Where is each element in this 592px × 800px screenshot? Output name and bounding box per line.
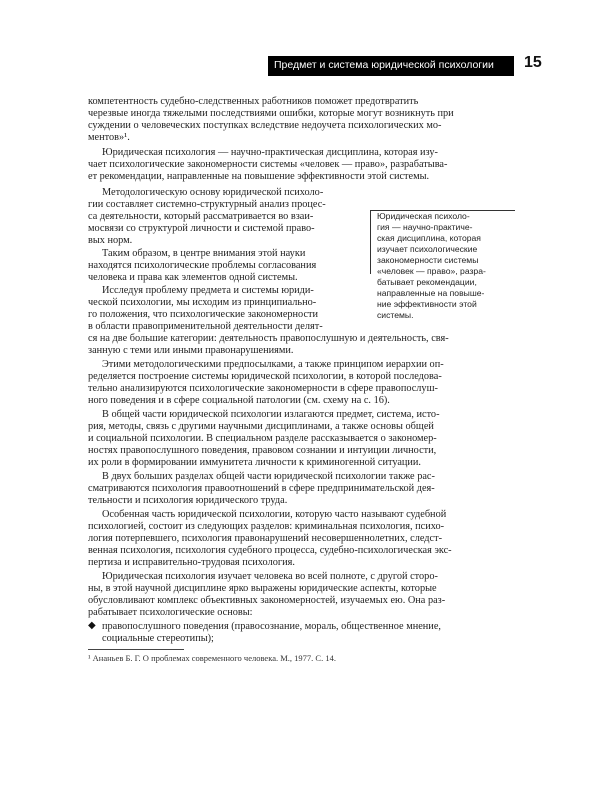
body-line: го положения, что психологические закономерности (88, 309, 319, 320)
body-line: рия, методы, связь с другими научными дисциплинами, а также основы общей (88, 421, 434, 432)
sidebar-line: Юридическая психоло- (377, 211, 470, 221)
body-line: ностях правопослушного поведения, правовом сознании и интуиции личности, (88, 445, 437, 456)
body-line: са деятельности, который рассматривается во взаи- (88, 211, 314, 222)
body-line: тельности и психология юридического труда. (88, 495, 288, 506)
footnote-rule (88, 649, 184, 650)
body-line: занную с теми или иными правонарушениями. (88, 345, 294, 356)
body-line: в области правоприменительной деятельности делят- (88, 321, 323, 332)
sidebar-line: закономерности системы (377, 255, 479, 265)
sidebar-left-rule (370, 210, 371, 274)
body-line: находятся психологические проблемы согласования (88, 260, 317, 271)
sidebar-line: ние эффективности этой (377, 299, 477, 309)
sidebar-line: батывает рекомендации, (377, 277, 477, 287)
body-line: и социальной психологии. В специальном разделе рассказывается о закономер- (88, 433, 437, 444)
body-line: гии составляет системно-структурный анализ процес- (88, 199, 326, 210)
body-line: В общей части юридической психологии излагаются предмет, система, исто- (102, 409, 440, 420)
body-line: рабатывает психологические основы: (88, 607, 253, 618)
sidebar-line: системы. (377, 310, 414, 320)
body-line: Юридическая психология — научно-практическая дисциплина, которая изу- (102, 147, 438, 158)
body-line: Таким образом, в центре внимания этой науки (102, 248, 306, 259)
body-line: Методологическую основу юридической психоло- (102, 187, 324, 198)
body-line: Этими методологическими предпосылками, а также принципом иерархии оп- (102, 359, 444, 370)
page-number: 15 (524, 54, 542, 71)
body-line: суждении о человеческих поступках вследствие недоучета психологических мо- (88, 120, 442, 131)
body-line: вых норм. (88, 235, 133, 246)
body-line: психологией, состоит из следующих разделов: криминальная психология, психо- (88, 521, 445, 532)
body-line: черезвые иногда тяжелыми последствиями ошибки, которые могут возникнуть при (88, 108, 454, 119)
body-line: ны, в этой научной дисциплине ярко выражены юридические аспекты, которые (88, 583, 437, 594)
sidebar-line: направленные на повыше- (377, 288, 485, 298)
bullet-diamond-icon: ◆ (88, 620, 96, 631)
body-line: ческой психологии, мы исходим из принципиально- (88, 297, 317, 308)
running-header (268, 56, 514, 76)
sidebar-line: «человек — право», разра- (377, 266, 486, 276)
body-line: их роли в формировании иммунитета личности к криминогенной ситуации. (88, 457, 422, 468)
body-line: Особенная часть юридической психологии, которую часто называют судебной (102, 509, 447, 520)
body-line: человека и права как элементов одной системы. (88, 272, 298, 283)
body-line: чает психологические закономерности системы «человек — право», разрабатыва- (88, 159, 448, 170)
body-line: Юридическая психология изучает человека во всей полноте, с другой сторо- (102, 571, 438, 582)
body-line: ся на две большие категории: деятельность правопослушную и деятельность, свя- (88, 333, 449, 344)
header-title: Предмет и система юридической психологии (274, 59, 494, 71)
body-line: Исследуя проблему предмета и системы юриди- (102, 285, 314, 296)
body-line: социальные стереотипы); (102, 633, 214, 644)
body-line: ределяется построение системы юридической психологии, в которой последова- (88, 371, 442, 382)
body-line: правопослушного поведения (правосознание, мораль, общественное мнение, (102, 621, 441, 632)
body-line: В двух больших разделах общей части юридической психологии также рас- (102, 471, 435, 482)
body-line: тельно анализируются психологические закономерности в сфере правопослуш- (88, 383, 438, 394)
body-line: ного поведения и в сфере социальной патологии (см. схему на с. 16). (88, 395, 390, 406)
body-line: сматриваются психология правоотношений в сфере предпринимательской дея- (88, 483, 435, 494)
body-line: мосвязи со структурой личности и системой право- (88, 223, 315, 234)
body-line: ет рекомендации, направленные на повышение эффективности этой системы. (88, 171, 430, 182)
body-line: венная психология, психология судебного процесса, судебно-психологическая экс- (88, 545, 452, 556)
body-line: ментов»¹. (88, 132, 130, 143)
body-line: обусловливают комплекс объективных закономерностей, изучаемых ею. Она раз- (88, 595, 446, 606)
body-line: логия потерпевшего, психология правонарушений несовершеннолетних, следст- (88, 533, 443, 544)
body-line: пертиза и исправительно-трудовая психология. (88, 557, 295, 568)
footnote: ¹ Ананьев Б. Г. О проблемах современного человека. М., 1977. С. 14. (88, 653, 336, 663)
sidebar-line: ская дисциплина, которая (377, 233, 481, 243)
sidebar-line: гия — научно-практиче- (377, 222, 473, 232)
body-line: компетентность судебно-следственных работников поможет предотвратить (88, 96, 419, 107)
sidebar-line: изучает психологические (377, 244, 478, 254)
